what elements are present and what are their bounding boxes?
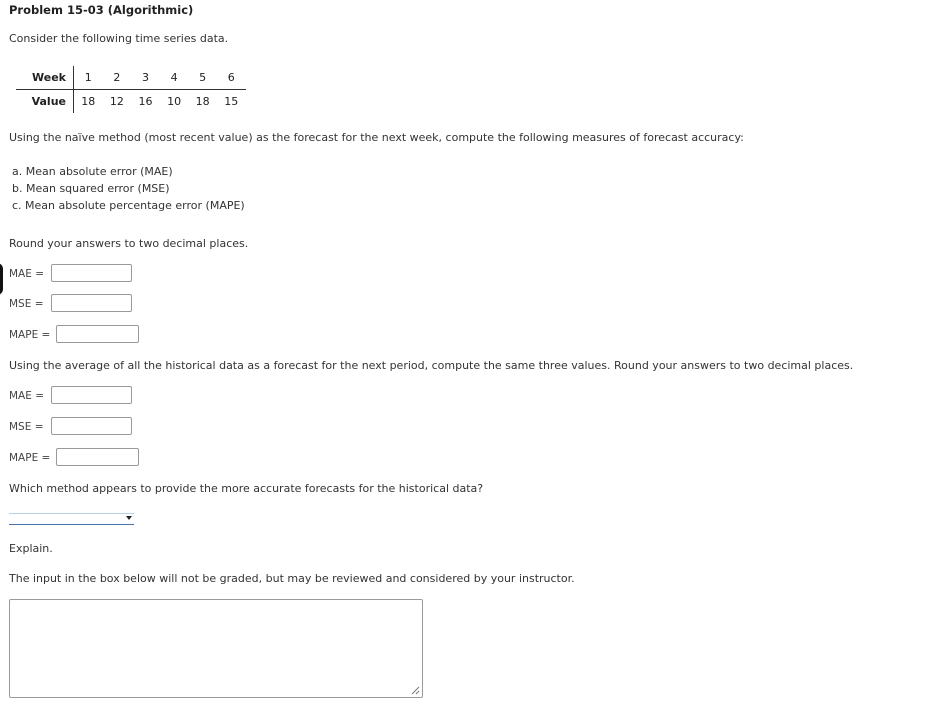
explain-label: Explain. [9,542,53,555]
row-header-week: Week [16,66,74,90]
week-cell: 1 [74,66,103,90]
row-header-value: Value [16,90,74,114]
average-mae-label: MAE = [9,390,45,402]
measure-item-mape: c. Mean absolute percentage error (MAPE) [12,199,245,212]
week-row [16,66,246,90]
week-cell: 4 [160,66,189,90]
naive-mape-label: MAPE = [9,329,51,341]
which-method-question: Which method appears to provide the more accurate forecasts for the historical data? [9,482,484,495]
naive-mae-input[interactable] [51,264,132,282]
value-cell: 15 [224,95,239,108]
average-instruction: Using the average of all the historical data as a forecast for the next period, compute the same three values. Round your answers to two decimal places. [9,359,854,372]
value-cell: 18 [195,95,210,108]
average-mape-input[interactable] [56,448,139,466]
method-select[interactable] [9,513,134,525]
explain-textarea[interactable] [9,599,423,698]
average-mae-input[interactable] [51,386,132,404]
window-edge-marker [0,263,3,295]
naive-mae-label: MAE = [9,268,45,280]
week-cell: 5 [188,66,217,90]
measure-item-mae: a. Mean absolute error (MAE) [12,165,173,178]
value-cell: 12 [109,95,124,108]
value-cell: 18 [81,95,96,108]
chevron-down-icon [126,516,132,520]
naive-mse-input[interactable] [51,294,132,312]
resize-grip-icon[interactable] [411,686,420,695]
time-series-table [16,66,246,113]
naive-instruction: Using the naïve method (most recent value) as the forecast for the next week, compute the following measures of forecast accuracy: [9,131,744,144]
measure-item-mse: b. Mean squared error (MSE) [12,182,170,195]
explain-note: The input in the box below will not be graded, but may be reviewed and considered by your instructor. [9,572,575,585]
average-mape-label: MAPE = [9,452,51,464]
round-note: Round your answers to two decimal places. [9,237,249,250]
week-cell: 3 [131,66,160,90]
intro-text: Consider the following time series data. [9,32,229,45]
value-cell: 10 [167,95,182,108]
week-cell: 6 [217,66,246,90]
week-cell: 2 [103,66,132,90]
naive-mse-label: MSE = [9,298,44,310]
value-row [16,90,246,114]
measures-list [12,163,245,214]
average-mse-input[interactable] [51,417,132,435]
naive-mape-input[interactable] [56,325,139,343]
value-cell: 16 [138,95,153,108]
average-mse-label: MSE = [9,421,44,433]
problem-title: Problem 15-03 (Algorithmic) [9,3,194,17]
